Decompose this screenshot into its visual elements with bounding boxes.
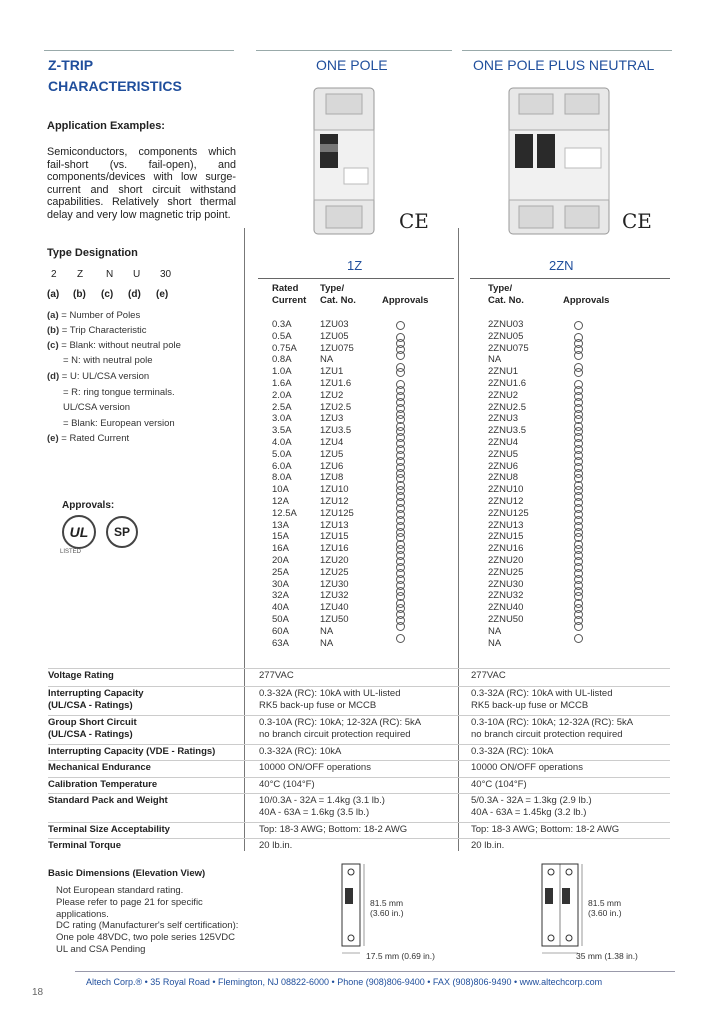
col2-catno-cell: 2ZNU3.5 xyxy=(488,425,527,437)
rated-current-cell: 40A xyxy=(272,602,289,614)
header-type: Type/ xyxy=(320,283,345,294)
col2-catno-cell: 2ZNU3 xyxy=(488,413,519,425)
code-label-a: (a) xyxy=(47,289,60,300)
col2-catno-cell: 2ZNU4 xyxy=(488,437,519,448)
two-pole-breaker-image xyxy=(505,86,615,236)
approval-marks-icon xyxy=(396,592,412,601)
rated-current-cell: 63A xyxy=(272,637,289,649)
approval-marks-icon xyxy=(574,451,590,460)
ul-logo-text: UL xyxy=(69,524,89,540)
spec-label: Standard Pack and Weight xyxy=(48,795,168,806)
note-1: Not European standard rating. xyxy=(56,885,184,896)
header-rule-mid xyxy=(256,50,452,51)
spec-value-col2: 277VAC xyxy=(471,670,506,681)
col1-catno-cell: 1ZU16 xyxy=(320,543,349,555)
col1-catno-cell: NA xyxy=(320,637,334,649)
approval-marks-icon xyxy=(396,380,412,389)
ul-caption: LISTED xyxy=(60,549,82,555)
rated-current-cell: 2.0A xyxy=(272,389,292,401)
rated-current-cell: 25A xyxy=(272,566,289,578)
rated-current-cell: 12.5A xyxy=(272,507,297,519)
col2-catno-cell: 2ZNU2.5 xyxy=(488,401,527,413)
code-label-c: (c) xyxy=(101,289,114,300)
dimensions-heading: Basic Dimensions (Elevation View) xyxy=(48,868,206,879)
col2-catno-cell: 2ZNU075 xyxy=(488,342,529,354)
col1-catno-cell: 1ZU8 xyxy=(320,472,344,484)
spec-row-rule xyxy=(48,793,670,794)
approval-marks-icon xyxy=(396,486,412,495)
col1-catno-cell: 1ZU20 xyxy=(320,555,349,566)
col2-catno-cell: 2ZNU15 xyxy=(488,531,524,543)
page-title xyxy=(48,57,182,95)
spec-row-rule xyxy=(48,838,670,839)
application-heading: Application Examples: xyxy=(47,120,165,132)
col1-catno-cell: 1ZU3 xyxy=(320,413,344,425)
footer-text: Altech Corp.® • 35 Royal Road • Flemington, NJ 08822-6000 • Phone (908)806-9400 • FAX (908)806-9490 • www.altechcorp.com xyxy=(86,977,603,987)
col2-title: ONE POLE PLUS NEUTRAL xyxy=(473,57,655,73)
note-3: applications. xyxy=(56,908,109,920)
approval-marks-icon xyxy=(396,557,412,566)
col1-catno-cell: 1ZU05 xyxy=(320,330,349,342)
rated-current-cell: 15A xyxy=(272,531,289,543)
approval-marks-icon xyxy=(574,486,590,495)
spec-label: Terminal Torque xyxy=(48,840,122,851)
application-text: Semiconductors, components which fail-short (vs. fail-open), and components/devices with low surge-current and short circuit withstand capabilities. Relatively short thermal delay and very low magnetic trip point. xyxy=(47,146,236,221)
col1-catno-cell: 1ZU25 xyxy=(320,566,349,578)
dim2-width: 35 mm (1.38 in.) xyxy=(576,951,638,961)
legend-row: = Blank: European version xyxy=(63,418,175,429)
spec-value-col2: 20 lb.in. xyxy=(471,840,505,851)
dim1-height-in: (3.60 in.) xyxy=(370,908,404,918)
approval-marks-icon xyxy=(396,439,412,448)
approval-marks-icon xyxy=(574,545,590,554)
col2-catno-cell: 2ZNU5 xyxy=(488,448,519,460)
approval-marks-icon xyxy=(396,533,412,542)
approval-marks-icon xyxy=(396,463,412,472)
col2-catno-cell: 2ZNU13 xyxy=(488,519,524,531)
approval-marks-icon xyxy=(574,557,590,566)
spec-value-col1: 10000 ON/OFF operations xyxy=(259,762,371,773)
col2-catno-cell: 2ZNU10 xyxy=(488,484,524,496)
approval-marks-icon xyxy=(574,474,590,483)
code-label-e: (e) xyxy=(156,289,169,300)
rated-current-cell: 0.3A xyxy=(272,319,292,330)
approval-marks-icon xyxy=(396,321,412,330)
spec-value-col2: 0.3-10A (RC): 10kA; 12-32A (RC): 5kA no branch circuit protection required xyxy=(471,717,634,740)
rated-current-cell: 32A xyxy=(272,590,289,602)
code-label-b: (b) xyxy=(73,289,86,300)
header-current: Current xyxy=(272,295,307,306)
legend-row: (c) = Blank: without neutral pole xyxy=(47,340,181,351)
rated-current-cell: 13A xyxy=(272,519,289,531)
approval-marks-icon xyxy=(574,581,590,590)
approval-marks-icon xyxy=(396,415,412,424)
ce-mark-col1: CE xyxy=(399,209,429,233)
col2-header-type xyxy=(488,283,524,307)
rated-current-cell: 2.5A xyxy=(272,401,292,413)
approvals-heading: Approvals: xyxy=(62,500,115,511)
one-pole-breaker-image xyxy=(306,86,382,236)
approval-marks-icon xyxy=(574,415,590,424)
col2-catno-cell: 2ZNU20 xyxy=(488,555,524,566)
col1-catno-cell: 1ZU6 xyxy=(320,460,344,472)
approval-marks-icon xyxy=(574,333,590,342)
spec-row-rule xyxy=(48,668,670,669)
col2-catno-cell: 2ZNU16 xyxy=(488,543,524,555)
approval-marks-icon xyxy=(396,545,412,554)
col1-catno-cell: 1ZU10 xyxy=(320,484,349,496)
legend-row: (e) = Rated Current xyxy=(47,433,130,444)
spec-value-col1: 20 lb.in. xyxy=(259,840,293,851)
header-catno: Cat. No. xyxy=(488,295,524,306)
spec-value-col1: 277VAC xyxy=(259,670,294,681)
rated-current-cell: 0.5A xyxy=(272,330,292,342)
rated-current-cell: 4.0A xyxy=(272,437,292,448)
col2-catno-cell: 2ZNU40 xyxy=(488,602,524,614)
col1-catno-cell: 1ZU2 xyxy=(320,389,344,401)
col1-catno-cell: 1ZU03 xyxy=(320,319,349,330)
divider-mid xyxy=(458,228,459,851)
legend-row: (d) = U: UL/CSA version xyxy=(47,371,150,382)
spec-value-col1: 10/0.3A - 32A = 1.4kg (3.1 lb.) 40A - 63A = 1.6kg (3.5 lb.) xyxy=(259,795,385,818)
spec-label: Interrupting Capacity (VDE - Ratings) xyxy=(48,746,216,757)
rated-current-cell: 1.6A xyxy=(272,378,292,389)
col1-catno-cell: 1ZU5 xyxy=(320,448,344,460)
note-5: One pole 48VDC, two pole series 125VDC xyxy=(56,932,236,944)
approval-marks-icon xyxy=(574,404,590,413)
col2-code-rule xyxy=(470,278,670,279)
approval-marks-icon xyxy=(574,392,590,401)
col2-header-approvals: Approvals xyxy=(563,295,610,306)
spec-label: Voltage Rating xyxy=(48,670,114,681)
approval-marks-icon xyxy=(396,404,412,413)
title-line-2: CHARACTERISTICS xyxy=(48,78,182,94)
approval-marks-icon xyxy=(574,592,590,601)
spec-label: Interrupting Capacity (UL/CSA - Ratings) xyxy=(48,688,144,711)
col1-catno-cell: 1ZU30 xyxy=(320,578,349,590)
code-char-c: N xyxy=(106,269,114,280)
rated-current-cell: 60A xyxy=(272,625,289,637)
footer-rule xyxy=(75,971,675,972)
approval-marks-icon xyxy=(396,368,412,377)
rated-current-cell: 8.0A xyxy=(272,472,292,484)
col2-catno-cell: NA xyxy=(488,354,502,366)
approval-marks-icon xyxy=(574,368,590,377)
col1-catno-cell: NA xyxy=(320,625,334,637)
approval-marks-icon xyxy=(574,510,590,519)
col2-catno-cell: 2ZNU03 xyxy=(488,319,524,330)
title-line-1: Z-TRIP xyxy=(48,57,94,73)
spec-row-rule xyxy=(48,686,670,687)
col1-catno-cell: 1ZU12 xyxy=(320,496,349,507)
spec-label: Terminal Size Acceptability xyxy=(48,824,170,835)
approval-marks-icon xyxy=(396,427,412,436)
code-label-d: (d) xyxy=(128,289,141,300)
approval-marks-icon xyxy=(574,345,590,354)
csa-logo-text: SP xyxy=(113,525,130,539)
approval-marks-icon xyxy=(574,569,590,578)
col1-catno-cell: 1ZU32 xyxy=(320,590,349,602)
spec-value-col2: 5/0.3A - 32A = 1.3kg (2.9 lb.) 40A - 63A = 1.45kg (3.2 lb.) xyxy=(471,795,592,818)
col1-catno-cell: 1ZU1.6 xyxy=(320,378,352,389)
col1-catno-cell: 1ZU075 xyxy=(320,342,354,354)
dim1-height-mm: 81.5 mm xyxy=(370,898,404,908)
rated-current-cell: 16A xyxy=(272,543,289,555)
legend-list xyxy=(47,310,237,450)
col1-code: 1Z xyxy=(347,258,363,273)
col1-catno-cell: 1ZU125 xyxy=(320,507,354,519)
spec-value-col2: Top: 18-3 AWG; Bottom: 18-2 AWG xyxy=(471,824,620,835)
rated-current-cell: 6.0A xyxy=(272,460,292,472)
approval-marks-icon xyxy=(574,439,590,448)
legend-row: (a) = Number of Poles xyxy=(47,310,141,321)
legend-row: UL/CSA version xyxy=(63,402,131,413)
col1-header-type xyxy=(320,283,356,307)
approval-marks-icon xyxy=(574,321,590,330)
col2-catno-cell: 2ZNU6 xyxy=(488,460,519,472)
spec-value-col2: 10000 ON/OFF operations xyxy=(471,762,583,773)
approval-marks-icon xyxy=(396,581,412,590)
spec-row-rule xyxy=(48,744,670,745)
approval-marks-icon xyxy=(396,333,412,342)
spec-label: Calibration Temperature xyxy=(48,779,158,790)
header-catno: Cat. No. xyxy=(320,295,356,306)
note-4: DC rating (Manufacturer's self certification): xyxy=(56,920,239,932)
approval-marks-icon xyxy=(574,604,590,613)
col1-header-rated xyxy=(272,283,306,307)
col2-catno-cell: 2ZNU2 xyxy=(488,389,519,401)
col1-catno-cell: 1ZU15 xyxy=(320,531,349,543)
rated-current-cell: 20A xyxy=(272,555,289,566)
col2-catno-cell: NA xyxy=(488,637,502,649)
dim2-height xyxy=(588,898,622,918)
col1-header-approvals: Approvals xyxy=(382,295,429,306)
approval-marks-icon xyxy=(574,522,590,531)
col2-catno-cell: 2ZNU50 xyxy=(488,614,524,625)
col2-catno-cell: NA xyxy=(488,625,502,637)
approval-marks-icon xyxy=(396,345,412,354)
col1-catno-cell: 1ZU50 xyxy=(320,614,349,625)
rated-current-cell: 5.0A xyxy=(272,448,292,460)
csa-logo xyxy=(106,516,138,548)
ul-logo xyxy=(62,515,96,549)
col2-catno-cell: 2ZNU05 xyxy=(488,330,524,342)
spec-label: Group Short Circuit (UL/CSA - Ratings) xyxy=(48,717,137,740)
col2-catno-cell: 2ZNU1 xyxy=(488,366,519,378)
spec-value-col1: Top: 18-3 AWG; Bottom: 18-2 AWG xyxy=(259,824,408,835)
spec-value-col1: 0.3-32A (RC): 10kA xyxy=(259,746,342,757)
legend-row: = R: ring tongue terminals. xyxy=(63,387,175,398)
spec-row-rule xyxy=(48,715,670,716)
col1-catno-cell: 1ZU13 xyxy=(320,519,349,531)
col2-catno-cell: 2ZNU1.6 xyxy=(488,378,527,389)
col2-catno-cell: 2ZNU30 xyxy=(488,578,524,590)
spec-value-col2: 0.3-32A (RC): 10kA with UL-listed RK5 back-up fuse or MCCB xyxy=(471,688,613,711)
spec-value-col1: 40°C (104°F) xyxy=(259,779,315,790)
spec-value-col1: 0.3-10A (RC): 10kA; 12-32A (RC): 5kA no branch circuit protection required xyxy=(259,717,422,740)
approval-marks-icon xyxy=(574,380,590,389)
legend-row: (b) = Trip Characteristic xyxy=(47,325,147,336)
approval-marks-icon xyxy=(574,427,590,436)
dim2-height-mm: 81.5 mm xyxy=(588,898,622,908)
approval-marks-icon xyxy=(396,474,412,483)
note-2: Please refer to page 21 for specific xyxy=(56,896,203,908)
approval-marks-icon xyxy=(574,533,590,542)
spec-value-col2: 40°C (104°F) xyxy=(471,779,527,790)
approval-marks-icon xyxy=(396,522,412,531)
col1-catno-cell: 1ZU2.5 xyxy=(320,401,352,413)
rated-current-cell: 0.8A xyxy=(272,354,292,366)
approval-marks-icon xyxy=(396,604,412,613)
approval-marks-icon xyxy=(396,616,412,625)
code-char-e: 30 xyxy=(160,269,172,280)
col2-catno-cell: 2ZNU32 xyxy=(488,590,524,602)
dim1-height xyxy=(370,898,404,918)
col2-catno-cell: 2ZNU12 xyxy=(488,496,524,507)
rated-current-cell: 10A xyxy=(272,484,289,496)
dim1-width: 17.5 mm (0.69 in.) xyxy=(366,951,435,961)
approval-marks-icon xyxy=(396,451,412,460)
legend-row: = N: with neutral pole xyxy=(63,355,153,366)
col1-catno-cell: 1ZU3.5 xyxy=(320,425,352,437)
rated-current-cell: 30A xyxy=(272,578,289,590)
rated-current-cell: 3.5A xyxy=(272,425,292,437)
header-rule-left xyxy=(44,50,234,51)
notes xyxy=(48,885,238,956)
code-char-a: 2 xyxy=(51,269,57,280)
approval-marks-icon xyxy=(574,463,590,472)
col1-catno-cell: 1ZU4 xyxy=(320,437,344,448)
ce-mark-col2: CE xyxy=(622,209,652,233)
header-rated: Rated xyxy=(272,283,299,294)
approval-marks-icon xyxy=(396,510,412,519)
col1-catno-cell: NA xyxy=(320,354,334,366)
rated-current-cell: 50A xyxy=(272,614,289,625)
spec-row-rule xyxy=(48,822,670,823)
spec-label: Mechanical Endurance xyxy=(48,762,151,773)
col2-catno-cell: 2ZNU8 xyxy=(488,472,519,484)
col1-title: ONE POLE xyxy=(316,57,388,73)
header-rule-right xyxy=(462,50,672,51)
col2-catno-cell: 2ZNU25 xyxy=(488,566,524,578)
type-designation-heading: Type Designation xyxy=(47,247,138,259)
code-char-d: U xyxy=(133,269,141,280)
approval-marks-icon xyxy=(396,498,412,507)
col2-catno-cell: 2ZNU125 xyxy=(488,507,529,519)
header-type: Type/ xyxy=(488,283,513,294)
spec-value-col1: 0.3-32A (RC): 10kA with UL-listed RK5 back-up fuse or MCCB xyxy=(259,688,401,711)
approval-marks-icon xyxy=(396,569,412,578)
col2-code: 2ZN xyxy=(549,258,574,273)
approval-marks-icon xyxy=(574,616,590,625)
col1-code-rule xyxy=(258,278,454,279)
approval-marks-icon xyxy=(574,498,590,507)
col1-catno-cell: 1ZU40 xyxy=(320,602,349,614)
code-char-b: Z xyxy=(77,269,84,280)
spec-row-rule xyxy=(48,760,670,761)
col1-catno-cell: 1ZU1 xyxy=(320,366,344,378)
dim2-height-in: (3.60 in.) xyxy=(588,908,622,918)
page-number: 18 xyxy=(32,987,44,998)
spec-row-rule xyxy=(48,777,670,778)
divider-left xyxy=(244,228,245,851)
approval-marks-icon xyxy=(396,392,412,401)
rated-current-cell: 0.75A xyxy=(272,342,297,354)
note-6: UL and CSA Pending xyxy=(56,943,146,955)
rated-current-cell: 3.0A xyxy=(272,413,292,425)
spec-value-col2: 0.3-32A (RC): 10kA xyxy=(471,746,554,757)
rated-current-cell: 12A xyxy=(272,496,289,507)
rated-current-cell: 1.0A xyxy=(272,366,292,378)
